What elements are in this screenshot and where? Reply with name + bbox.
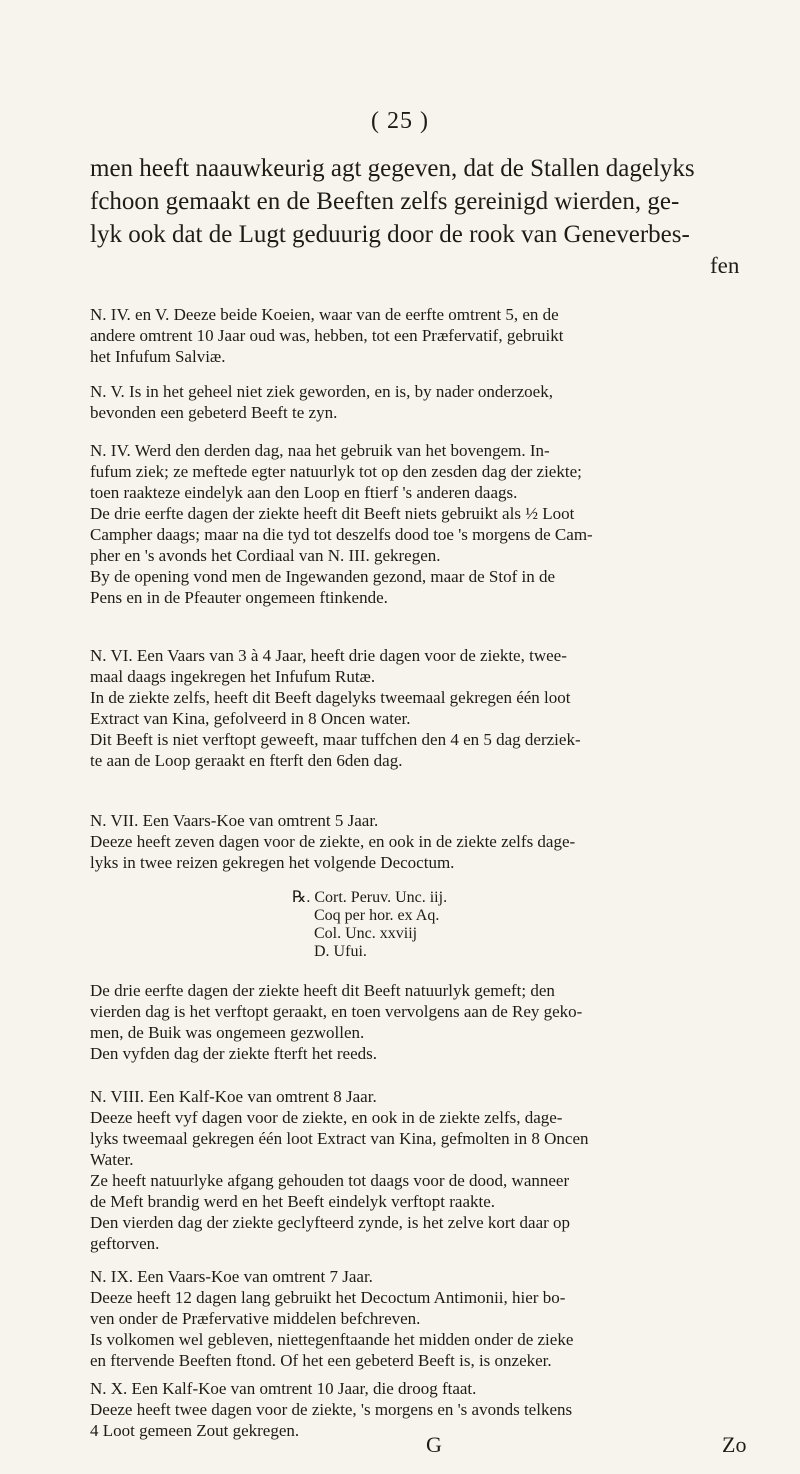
text-line: vierden dag is het verftopt geraakt, en toen vervolgens aan de Rey geko- [90,1002,583,1021]
entry-n-viii [90,1086,750,1254]
entry-n-vii [90,810,750,873]
text-line: In de ziekte zelfs, heeft dit Beeft dagelyks tweemaal gekregen één loot [90,688,571,707]
entry-n-ix [90,1266,750,1371]
text-line: Coq per hor. ex Aq. [314,907,440,924]
text-line: lyks in twee reizen gekregen het volgende Decoctum. [90,853,455,872]
recipe-block [292,889,447,961]
text-line: bevonden een gebeterd Beeft te zyn. [90,403,338,422]
text-line: te aan de Loop geraakt en fterft den 6den dag. [90,751,403,770]
text-line: en ftervende Beeften ftond. Of het een gebeterd Beeft is, is onzeker. [90,1351,552,1370]
catchword: Zo [722,1432,747,1457]
text-line: N. X. Een Kalf-Koe van omtrent 10 Jaar, die droog ftaat. [90,1379,477,1398]
text-line: ven onder de Præfervative middelen befchreven. [90,1309,421,1328]
text-line: De drie eerfte dagen der ziekte heeft dit Beeft niets gebruikt als ½ Loot [90,504,575,523]
text-line: het Infufum Salviæ. [90,347,226,366]
text-line: Pens en in de Pfeauter ongemeen ftinkende. [90,588,388,607]
intro-line-end: fen [710,253,740,278]
text-line: pher en 's avonds het Cordiaal van N. III. gekregen. [90,546,441,565]
text-line: 4 Loot gemeen Zout gekregen. [90,1421,300,1440]
entry-n-x [90,1378,750,1441]
text-line: Deeze heeft 12 dagen lang gebruikt het Decoctum Antimonii, hier bo- [90,1288,566,1307]
text-line: N. VI. Een Vaars van 3 à 4 Jaar, heeft drie dagen voor de ziekte, twee- [90,646,567,665]
text-line: Is volkomen wel gebleven, niettegenftaande het midden onder de zieke [90,1330,574,1349]
text-line: ℞. Cort. Peruv. Unc. iij. [292,889,448,906]
text-line: Ze heeft natuurlyke afgang gehouden tot daags voor de dood, wanneer [90,1171,570,1190]
page-number: ( 25 ) [371,108,429,134]
entry-n-v [90,381,750,423]
text-line: fchoon gemaakt en de Beeften zelfs gereinigd wierden, ge- [90,188,680,215]
entry-n-iv [90,440,750,608]
text-line: Campher daags; maar na die tyd tot deszelfs dood toe 's morgens de Cam- [90,525,593,544]
text-line: Den vierden dag der ziekte geclyfteerd zynde, is het zelve kort daar op [90,1213,571,1232]
text-line: N. VIII. Een Kalf-Koe van omtrent 8 Jaar. [90,1087,377,1106]
text-line: D. Ufui. [314,943,367,960]
text-line: Den vyfden dag der ziekte fterft het reeds. [90,1044,377,1063]
text-line: geftorven. [90,1234,160,1253]
text-line: Extract van Kina, gefolveerd in 8 Oncen water. [90,709,411,728]
text-line: Col. Unc. xxviij [314,925,418,942]
text-line: Dit Beeft is niet verftopt geweeft, maar tuffchen den 4 en 5 dag derziek- [90,730,581,749]
text-line: lyks tweemaal gekregen één loot Extract van Kina, gefmolten in 8 Oncen [90,1129,589,1148]
text-line: men heeft naauwkeurig agt gegeven, dat de Stallen dagelyks [90,155,695,182]
text-line: de Meft brandig werd en het Beeft eindelyk verftopt raakte. [90,1192,496,1211]
text-line: Deeze heeft zeven dagen voor de ziekte, en ook in de ziekte zelfs dage- [90,832,576,851]
text-line: N. V. Is in het geheel niet ziek geworden, en is, by nader onderzoek, [90,382,553,401]
text-line: toen raakteze eindelyk aan den Loop en ftierf 's anderen daags. [90,483,518,502]
text-line: fufum ziek; ze meftede egter natuurlyk tot op den zesden dag der ziekte; [90,462,582,481]
entry-n-iv-v [90,304,750,367]
text-line: N. VII. Een Vaars-Koe van omtrent 5 Jaar. [90,811,379,830]
text-line: N. IV. en V. Deeze beide Koeien, waar van de eerfte omtrent 5, en de [90,305,559,324]
entry-n-vii-continued [90,980,750,1064]
text-line: men, de Buik was ongemeen gezwollen. [90,1023,365,1042]
text-line: By de opening vond men de Ingewanden gezond, maar de Stof in de [90,567,556,586]
text-line: N. IV. Werd den derden dag, naa het gebruik van het bovengem. In- [90,441,550,460]
text-line: De drie eerfte dagen der ziekte heeft dit Beeft natuurlyk gemeft; den [90,981,555,1000]
text-line: Deeze heeft twee dagen voor de ziekte, 's morgens en 's avonds telkens [90,1400,573,1419]
text-line: andere omtrent 10 Jaar oud was, hebben, tot een Præfervatif, gebruikt [90,326,564,345]
text-line: lyk ook dat de Lugt geduurig door de rook van Geneverbes- [90,221,690,248]
text-line: Deeze heeft vyf dagen voor de ziekte, en ook in de ziekte zelfs, dage- [90,1108,563,1127]
entry-n-vi [90,645,750,771]
text-line: maal daags ingekregen het Infufum Rutæ. [90,667,376,686]
text-line: N. IX. Een Vaars-Koe van omtrent 7 Jaar. [90,1267,373,1286]
text-line: Water. [90,1150,134,1169]
intro-paragraph [90,152,750,251]
signature-mark: G [426,1432,442,1457]
